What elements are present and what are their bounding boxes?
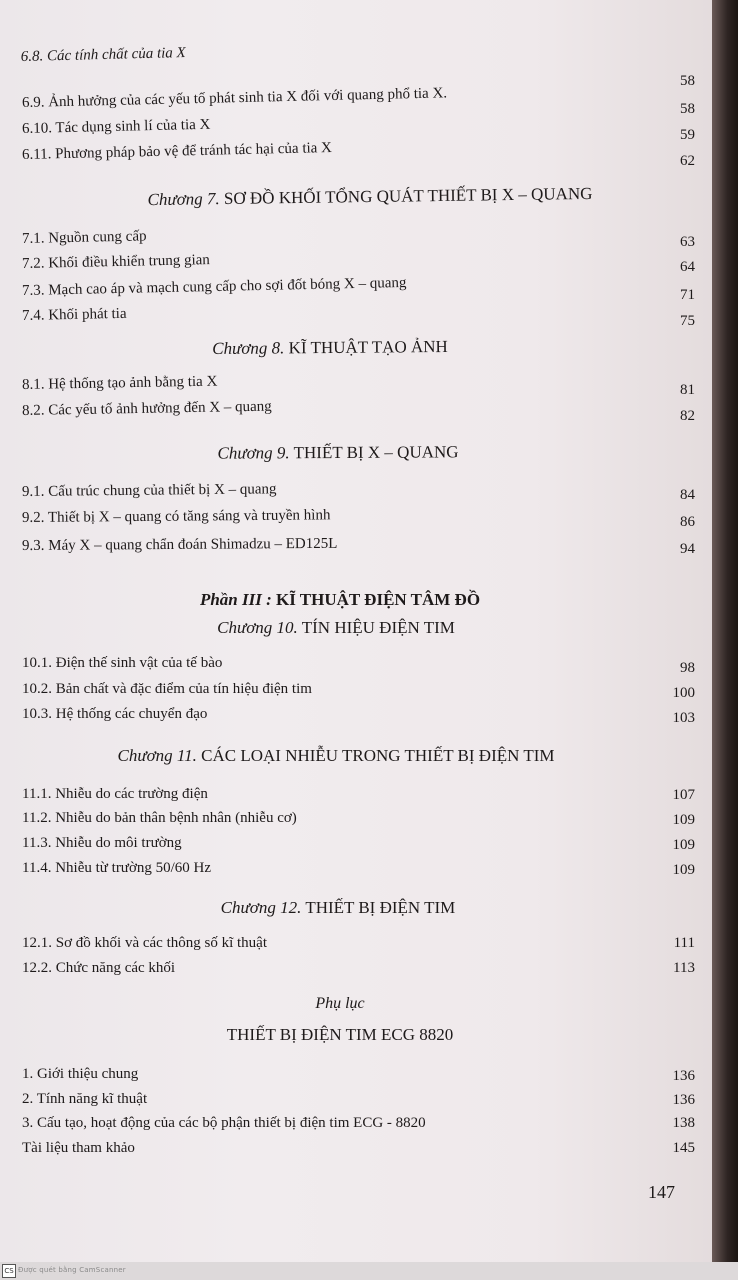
toc-entry-label: 12.2. Chức năng các khối [22,960,176,976]
toc-entry-page: 109 [672,837,695,853]
chapter-title: SƠ ĐỒ KHỐI TỔNG QUÁT THIẾT BỊ X – QUANG [223,183,593,209]
scanner-watermark-text: Được quét bằng CamScanner [18,1266,126,1274]
toc-entry-label: 6.8. Các tính chất của tia X [20,44,186,66]
chapter-title: CÁC LOẠI NHIỄU TRONG THIẾT BỊ ĐIỆN TIM [201,746,555,765]
toc-entry-page: 100 [672,685,695,701]
toc-entry-label: 9.3. Máy X – quang chẩn đoán Shimadzu – ED125L [21,535,338,554]
chapter-prefix: Chương 9. [217,443,290,463]
toc-entry-label: 11.4. Nhiễu từ trường 50/60 Hz [22,860,212,876]
toc-entry-label: 7.4. Khối phát tia [21,305,127,324]
page-edge-shadow [712,0,738,1262]
chapter-prefix: Chương 7. [147,189,220,210]
toc-entry-label: 2. Tính năng kĩ thuật [22,1091,148,1107]
toc-entry-label: 11.1. Nhiễu do các trường điện [22,786,208,802]
toc-entry-page: 81 [680,382,695,398]
chapter-prefix: Chương 12. [220,898,302,917]
toc-entry-page: 136 [672,1068,695,1084]
toc-entry-page: 59 [680,127,695,143]
toc-entry-page: 138 [672,1115,695,1131]
toc-entry-page: 94 [680,541,695,557]
chapter-title: KĨ THUẬT TẠO ẢNH [288,336,448,358]
toc-entry-label: 9.1. Cấu trúc chung của thiết bị X – quang [21,481,277,500]
toc-entry-label: 9.2. Thiết bị X – quang có tăng sáng và truyền hình [21,507,331,526]
chapter-title: THIẾT BỊ ĐIỆN TIM [305,898,456,917]
appendix-label: Phụ lục [315,995,365,1012]
toc-entry-label: 11.2. Nhiễu do bản thân bệnh nhân (nhiễu cơ) [22,810,297,826]
toc-entry-page: 98 [680,660,695,676]
toc-entry-label: 6.11. Phương pháp bảo vệ để tránh tác hại của tia X [21,139,333,163]
toc-entry-page: 82 [680,408,695,424]
page-number: 147 [648,1182,675,1202]
appendix-items [22,0,712,1170]
toc-entry-page: 113 [673,960,695,976]
chapter-prefix: Chương 11. [117,746,197,765]
toc-entry-label: 1. Giới thiệu chung [22,1066,139,1082]
toc-entry-page: 109 [672,812,695,828]
toc-entry-page: 103 [672,710,695,726]
toc-entry-page: 86 [680,514,695,530]
toc-entry-label: 3. Cấu tạo, hoạt động của các bộ phận thiết bị điện tim ECG - 8820 [22,1115,426,1131]
chapter-prefix: Chương 10. [217,618,298,637]
toc-entry-label: 7.2. Khối điều khiển trung gian [21,252,211,272]
part-title: KĨ THUẬT ĐIỆN TÂM ĐỒ [276,590,481,609]
toc-entry-page: 111 [673,935,695,951]
appendix-title: THIẾT BỊ ĐIỆN TIM ECG 8820 [226,1025,454,1044]
toc-entry-page: 145 [672,1140,695,1156]
toc-entry-page: 136 [672,1092,695,1108]
toc-entry-page: 58 [680,101,695,117]
toc-entry-label: 7.3. Mạch cao áp và mạch cung cấp cho sợi đốt bóng X – quang [21,274,407,299]
toc-entry-references [22,1137,712,1159]
toc-entry-appendix-1 [22,1063,712,1085]
toc-entry-label: 7.1. Nguồn cung cấp [21,228,147,247]
toc-entry-label: 8.2. Các yếu tố ảnh hưởng đến X – quang [21,398,272,419]
toc-entry-appendix-2 [22,1088,712,1110]
camscanner-logo: CS [2,1264,16,1278]
toc-entry-label: 10.3. Hệ thống các chuyển đạo [22,706,208,722]
toc-entry-page: 109 [672,862,695,878]
chapter-title: THIẾT BỊ X – QUANG [293,442,459,463]
toc-entry-page: 63 [680,234,695,250]
toc-entry-label: 10.2. Bản chất và đặc điểm của tín hiệu điện tim [22,681,312,697]
toc-entry-page: 71 [680,287,695,303]
toc-entry-label: 6.9. Ảnh hưởng của các yếu tố phát sinh tia X đối với quang phổ tia X. [21,85,448,111]
toc-entry-label: 6.10. Tác dụng sinh lí của tia X [21,116,211,137]
toc-entry-label: 10.1. Điện thế sinh vật của tế bào [22,655,223,671]
toc-entry-label: 11.3. Nhiễu do môi trường [22,835,182,851]
part-prefix: Phần III : [199,590,272,609]
toc-entry-page: 84 [680,487,695,503]
toc-entry-page: 62 [680,153,695,169]
toc-entry-page: 75 [680,313,695,329]
toc-entry-appendix-3 [22,1112,712,1134]
chapter-prefix: Chương 8. [212,338,285,359]
toc-entry-page: 107 [672,787,695,803]
toc-entry-label: Tài liệu tham khảo [22,1140,135,1156]
chapter-title: TÍN HIỆU ĐIỆN TIM [301,618,455,637]
toc-entry-page: 64 [680,259,695,275]
toc-entry-page: 58 [680,73,695,89]
toc-entry-label: 12.1. Sơ đồ khối và các thông số kĩ thuật [22,935,267,951]
toc-entry-label: 8.1. Hệ thống tạo ảnh bằng tia X [21,373,218,393]
